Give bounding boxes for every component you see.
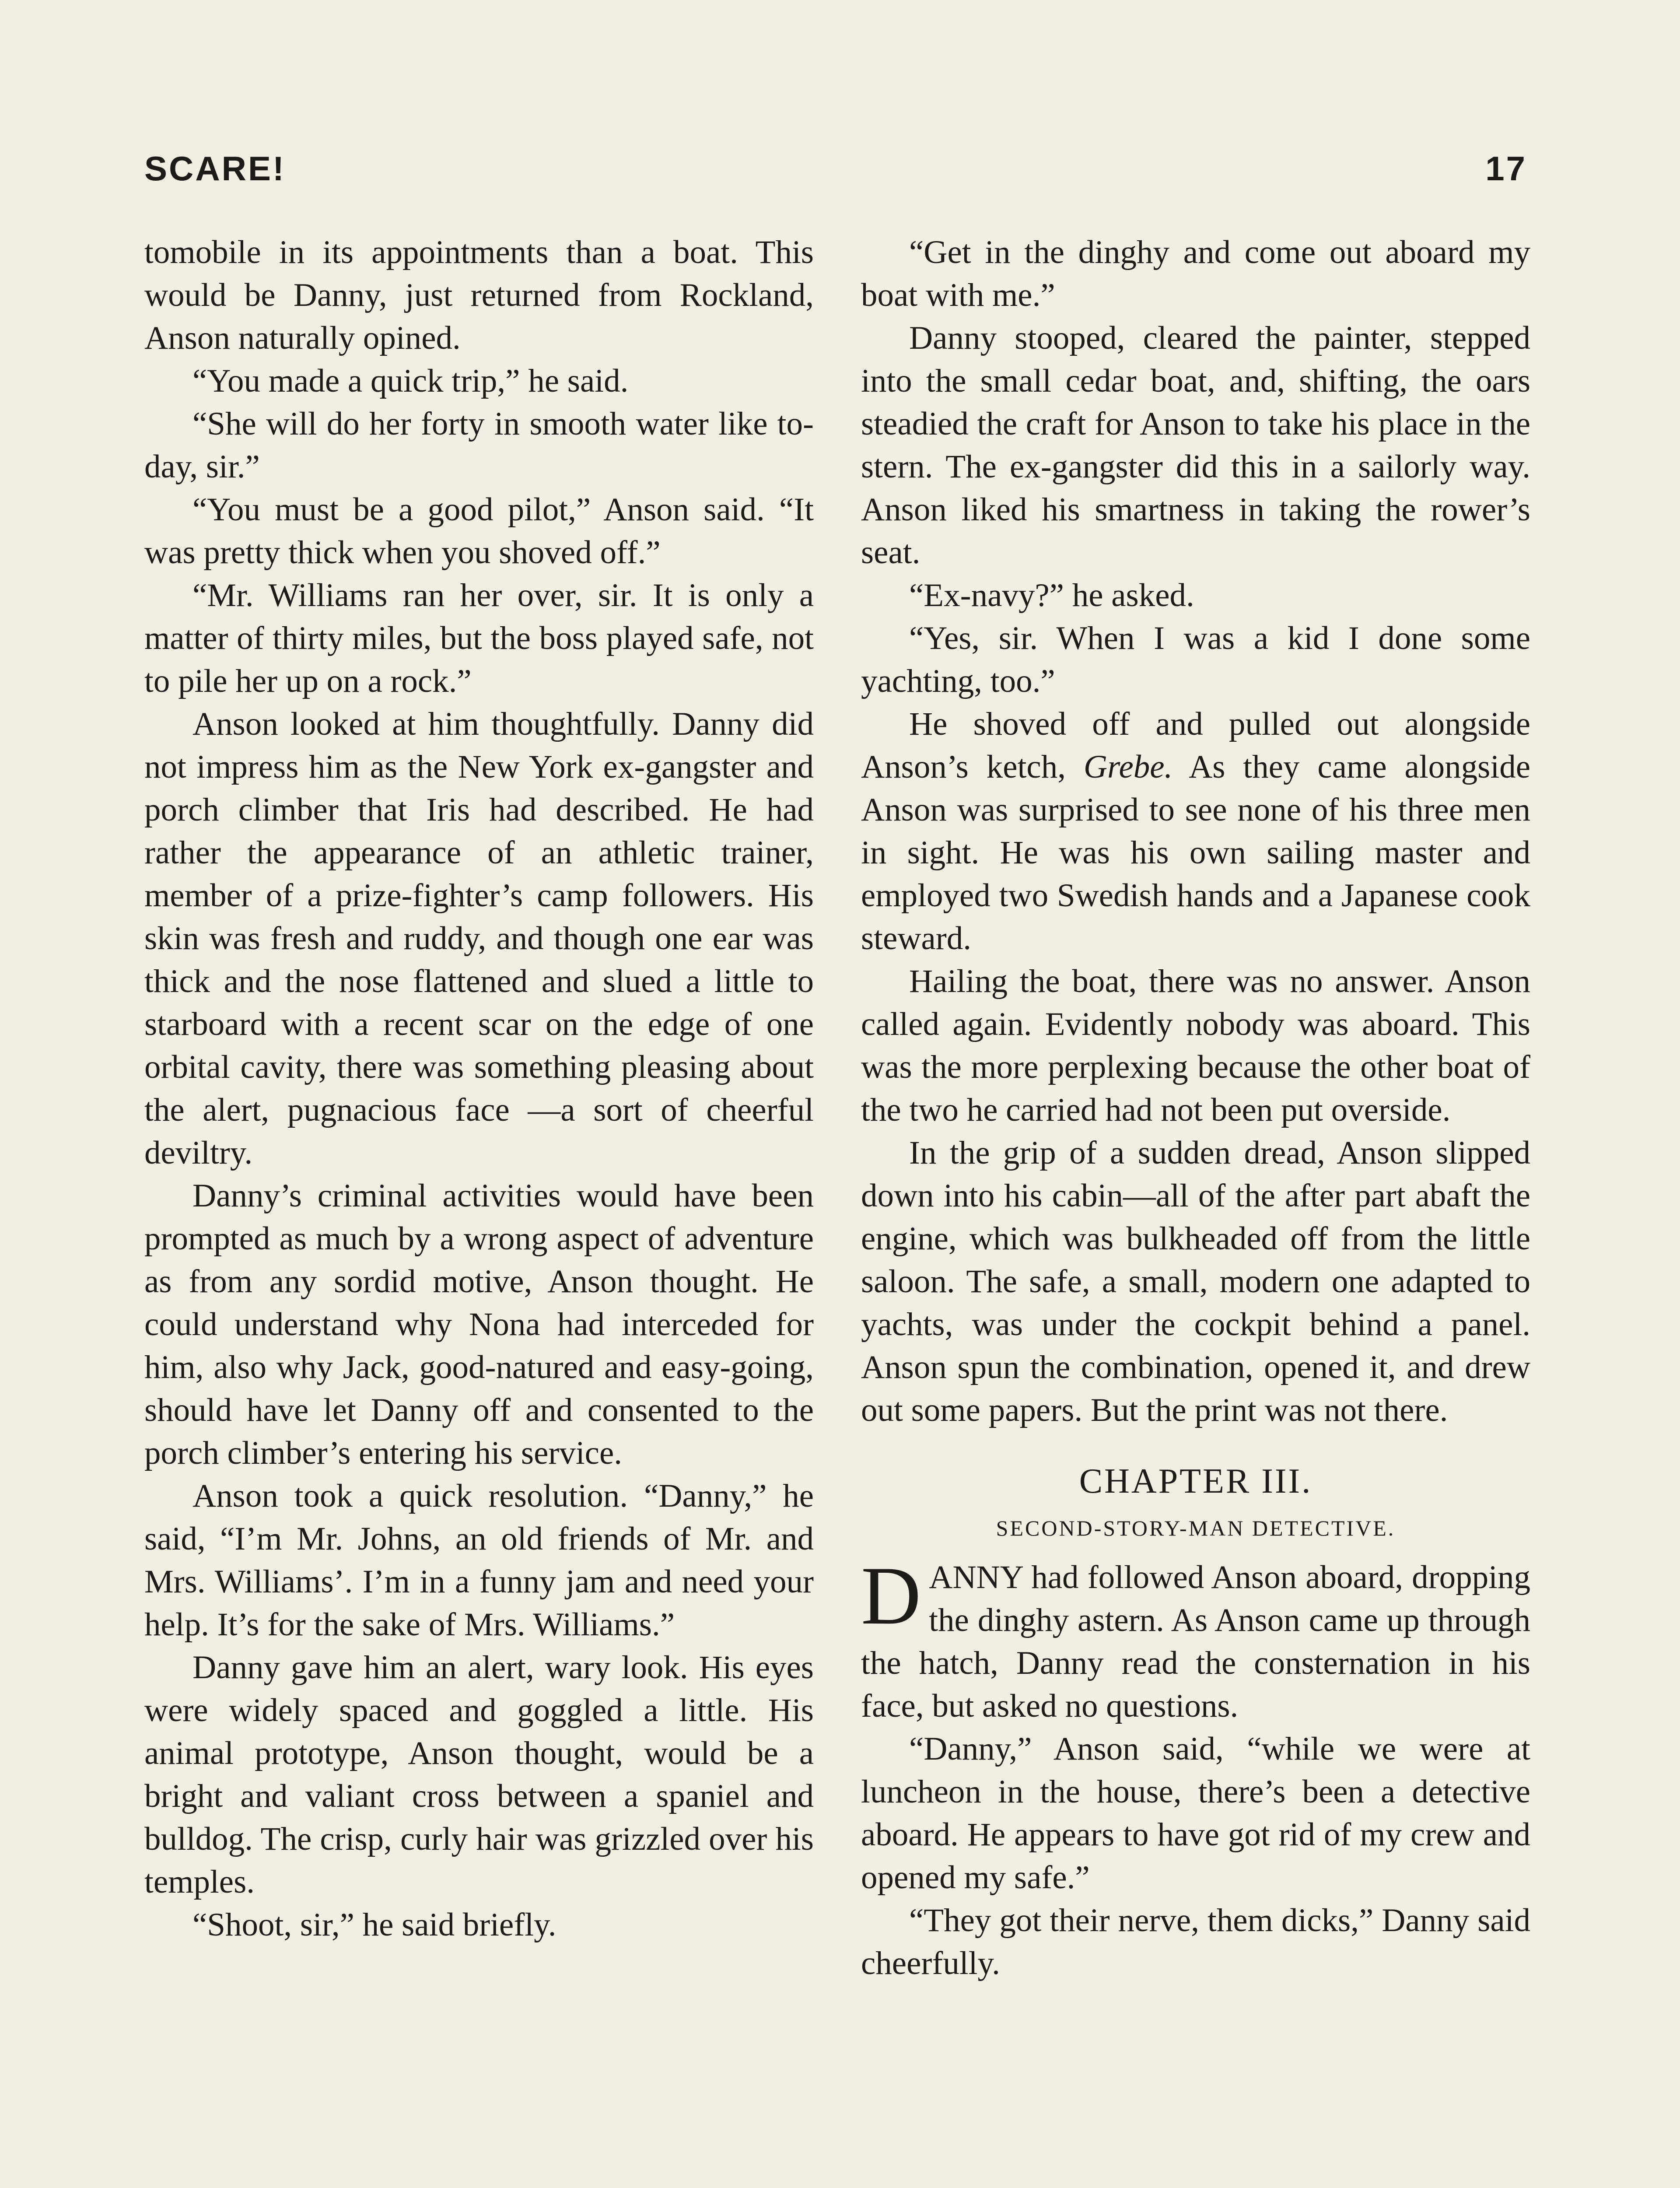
ship-name: Grebe.	[1083, 749, 1173, 785]
chapter-heading: CHAPTER III.	[1079, 1462, 1312, 1501]
paragraph	[861, 703, 1530, 960]
paragraph-text: As they came alongside Anson was surprised to see none of his three men in sight. He was his own sailing master and employed two Swedish hands and a Japanese cook steward.	[861, 749, 1531, 957]
paragraph: “You made a quick trip,” he said.	[192, 363, 629, 399]
chapter-first-paragraph	[861, 1550, 1530, 1728]
paragraph: “They got their nerve, them dicks,” Danny said cheerfully.	[861, 1902, 1530, 1981]
paragraph: tomobile in its appointments than a boat. This would be Danny, just returned from Rockland, Anson naturally opined.	[144, 234, 814, 356]
page-number: 17	[1485, 149, 1527, 188]
chapter-subtitle: SECOND-STORY-MAN DETECTIVE.	[996, 1516, 1396, 1540]
paragraph: Danny stooped, cleared the painter, stepped into the small cedar boat, and, shifting, the oars steadied the craft for Anson to take his place in the stern. The ex-gangster did this in a sailorly way. Anson liked his smartness in taking the rower’s seat.	[861, 320, 1530, 571]
paragraph-text: ANNY had followed Anson aboard, dropping the dinghy astern. As Anson came up through the hatch, Danny read the consternation in his face, but asked no questions.	[861, 1559, 1530, 1724]
paragraph: In the grip of a sudden dread, Anson slipped down into his cabin—all of the after part abaft the engine, which was bulkheaded off from the little saloon. The safe, a small, modern one adapted to yachts, was under the cockpit behind a panel. Anson spun the combination, opened it, and drew out some papers. But the print was not there.	[861, 1135, 1530, 1428]
paragraph: “Shoot, sir,” he said briefly.	[192, 1907, 556, 1943]
paragraph: “You must be a good pilot,” Anson said. “It was pretty thick when you shoved off.”	[144, 491, 814, 571]
paragraph: “She will do her forty in smooth water like to-day, sir.”	[144, 406, 814, 485]
left-column	[144, 231, 814, 1946]
paragraph: Hailing the boat, there was no answer. Anson called again. Evidently nobody was aboard. This was the more perplexing because the other boat of the two he carried had not been put overside.	[861, 963, 1530, 1128]
paragraph-text: He shoved off and pulled out alongside Anson’s ketch,	[861, 706, 1530, 785]
paragraph: “Danny,” Anson said, “while we were at luncheon in the house, there’s been a detective aboard. He appears to have got rid of my crew and opened my safe.”	[861, 1731, 1530, 1896]
paragraph: Anson took a quick resolution. “Danny,” he said, “I’m Mr. Johns, an old friends of Mr. and Mrs. Williams’. I’m in a funny jam and need your help. It’s for the sake of Mrs. Williams.”	[144, 1478, 814, 1643]
paragraph: “Yes, sir. When I was a kid I done some yachting, too.”	[861, 620, 1530, 699]
paragraph: “Get in the dinghy and come out aboard my boat with me.”	[861, 234, 1530, 313]
running-header	[144, 149, 1527, 197]
drop-cap: D	[861, 1550, 921, 1642]
paragraph: Danny gave him an alert, wary look. His eyes were widely spaced and goggled a little. His animal prototype, Anson thought, would be a bright and valiant cross between a spaniel and bulldog. The crisp, curly hair was grizzled over his temples.	[144, 1649, 814, 1900]
paragraph: Anson looked at him thoughtfully. Danny did not impress him as the New York ex-gangster and porch climber that Iris had described. He had rather the appearance of an athletic trainer, member of a prize-fighter’s camp followers. His skin was fresh and ruddy, and though one ear was thick and the nose flattened and slued a little to starboard with a recent scar on the edge of one orbital cavity, there was something pleasing about the alert, pugnacious face —a sort of cheerful deviltry.	[144, 706, 814, 1171]
right-column	[861, 231, 1530, 1985]
paragraph: “Ex-navy?” he asked.	[909, 577, 1194, 614]
running-title: SCARE!	[144, 149, 286, 188]
paragraph: Danny’s criminal activities would have been prompted as much by a wrong aspect of adventure as from any sordid motive, Anson thought. He could understand why Nona had interceded for him, also why Jack, good-natured and easy-going, should have let Danny off and consented to the porch climber’s entering his service.	[144, 1178, 814, 1471]
paragraph: “Mr. Williams ran her over, sir. It is only a matter of thirty miles, but the boss played safe, not to pile her up on a rock.”	[144, 577, 814, 699]
